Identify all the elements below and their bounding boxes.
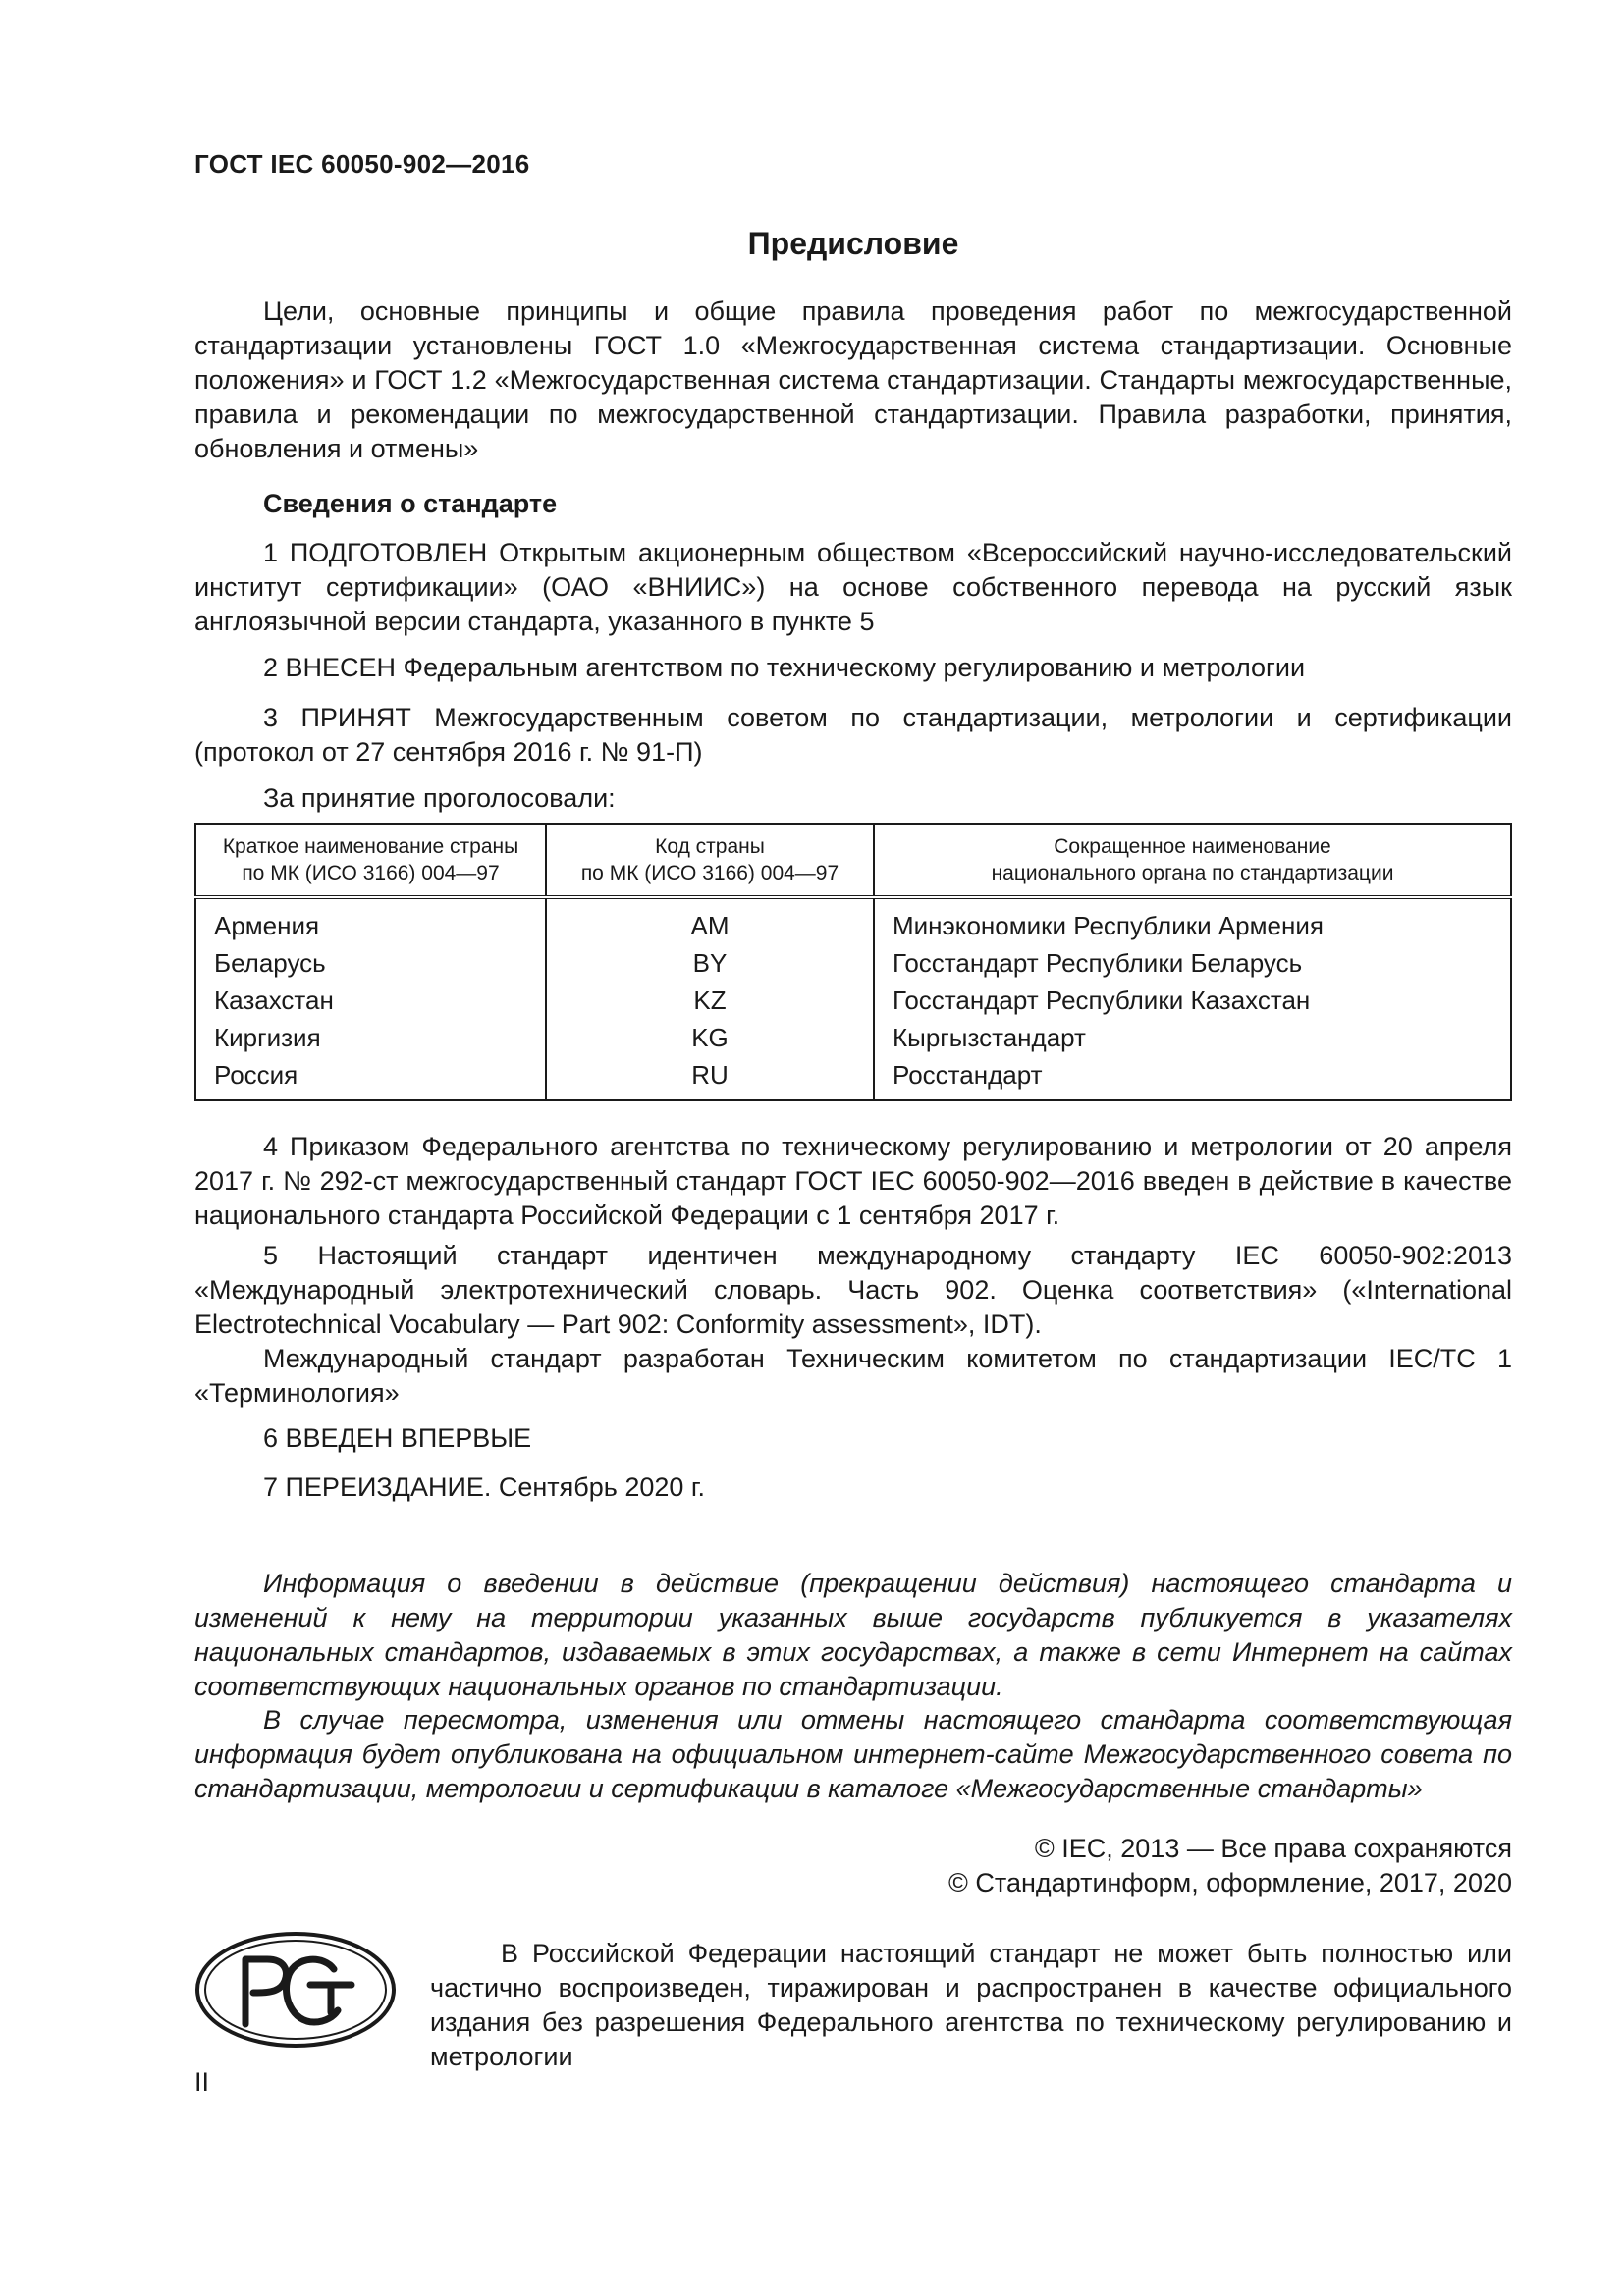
vote-caption: За принятие проголосовали: bbox=[263, 783, 616, 813]
body-cell: Росстандарт bbox=[893, 1059, 1043, 1090]
page-number: II bbox=[194, 2067, 210, 2097]
body-cell: Госстандарт Республики Беларусь bbox=[893, 947, 1303, 978]
intro-paragraph: Цели, основные принципы и общие правила проведения работ по межгосударственной стандартизации установлены ГОСТ 1.0 «Межгосударственная система стандартизации. Основные положения» и ГОСТ 1.2 «Межгосударственная система стандартизации. Стандарты межгосударственные, правила и рекомендации по межгосударственной стандартизации. Правила разработки, принятия, обновления и отмены» bbox=[194, 296, 1512, 463]
info-paragraph-2: В случае пересмотра, изменения или отмены настоящего стандарта соответствующая информация будет опубликована на официальном интернет-сайте Межгосударственного совета по стандартизации, метрологии и сертификации в каталоге «Межгосударственные стандарты» bbox=[194, 1705, 1512, 1803]
body-cell: Госстандарт Республики Казахстан bbox=[893, 985, 1311, 1015]
item-1-paragraph: 1 ПОДГОТОВЛЕН Открытым акционерным обществом «Всероссийский научно-исследовательский институт сертификации» (ОАО «ВНИИС») на основе собственного перевода на русский язык англоязычной версии стандарта, указанного в пункте 5 bbox=[194, 538, 1512, 636]
table-row bbox=[195, 982, 1511, 1019]
section-heading: Сведения о стандарте bbox=[263, 489, 558, 518]
table-row bbox=[195, 944, 1511, 982]
body-cell: Кыргызстандарт bbox=[893, 1022, 1086, 1052]
column-header-code: Код страны по МК (ИСО 3166) 004—97 bbox=[546, 824, 874, 897]
country-cell: Армения bbox=[195, 897, 546, 944]
table-row bbox=[195, 1056, 1511, 1100]
item-6-paragraph: 6 ВВЕДЕН ВПЕРВЫЕ bbox=[263, 1423, 532, 1453]
column-header-body: Сокращенное наименование национального органа по стандартизации bbox=[874, 824, 1511, 897]
code-cell: RU bbox=[546, 1056, 874, 1100]
page-title: Предисловие bbox=[747, 226, 959, 261]
item-5-note-paragraph: Международный стандарт разработан Техническим комитетом по стандартизации IEC/TC 1 «Терминология» bbox=[194, 1344, 1512, 1408]
country-cell: Казахстан bbox=[195, 982, 546, 1019]
copyright-iec: © IEC, 2013 — Все права сохраняются bbox=[1034, 1834, 1512, 1863]
copyright-block bbox=[948, 1832, 1512, 1900]
rights-paragraph: В Российской Федерации настоящий стандарт не может быть полностью или частично воспроизведен, тиражирован и распространен в качестве официального издания без разрешения Федерального агентства по техническому регулированию и метрологии bbox=[430, 1939, 1512, 2071]
country-cell: Беларусь bbox=[195, 944, 546, 982]
code-cell: KZ bbox=[546, 982, 874, 1019]
item-4-paragraph: 4 Приказом Федерального агентства по техническому регулированию и метрологии от 20 апреля 2017 г. № 292-ст межгосударственный стандарт ГОСТ IEC 60050-902—2016 введен в действие в качестве национального стандарта Российской Федерации с 1 сентября 2017 г. bbox=[194, 1132, 1512, 1230]
table-row bbox=[195, 897, 1511, 944]
item-3-paragraph: 3 ПРИНЯТ Межгосударственным советом по стандартизации, метрологии и сертификации (протокол от 27 сентября 2016 г. № 91-П) bbox=[194, 703, 1512, 767]
item-7-paragraph: 7 ПЕРЕИЗДАНИЕ. Сентябрь 2020 г. bbox=[263, 1472, 705, 1502]
country-cell: Киргизия bbox=[195, 1019, 546, 1056]
table-row bbox=[195, 1019, 1511, 1056]
table-header-row bbox=[195, 824, 1511, 897]
document-code: ГОСТ IEC 60050-902—2016 bbox=[194, 149, 530, 179]
item-5-paragraph: 5 Настоящий стандарт идентичен международному стандарту IEC 60050-902:2013 «Международный электротехнический словарь. Часть 902. Оценка соответствия» («International Electrotechnical Vocabulary — Part 902: Conformity assessment», IDT). bbox=[194, 1241, 1512, 1339]
code-cell: BY bbox=[546, 944, 874, 982]
voting-table bbox=[194, 823, 1512, 1101]
rst-logo-icon bbox=[194, 1930, 397, 2050]
body-cell: Минэкономики Республики Армения bbox=[893, 910, 1324, 940]
code-cell: AM bbox=[546, 897, 874, 944]
country-cell: Россия bbox=[195, 1056, 546, 1100]
code-cell: KG bbox=[546, 1019, 874, 1056]
copyright-standartinform: © Стандартинформ, оформление, 2017, 2020 bbox=[948, 1868, 1512, 1897]
info-paragraph-1: Информация о введении в действие (прекращении действия) настоящего стандарта и изменений к нему на территории указанных выше государств публикуется в указателях национальных стандартов, издаваемых в этих государствах, а также в сети Интернет на сайтах соответствующих национальных органов по стандартизации. bbox=[194, 1569, 1512, 1701]
column-header-country: Краткое наименование страны по МК (ИСО 3166) 004—97 bbox=[195, 824, 546, 897]
item-2-paragraph: 2 ВНЕСЕН Федеральным агентством по техническому регулированию и метрологии bbox=[263, 653, 1306, 682]
